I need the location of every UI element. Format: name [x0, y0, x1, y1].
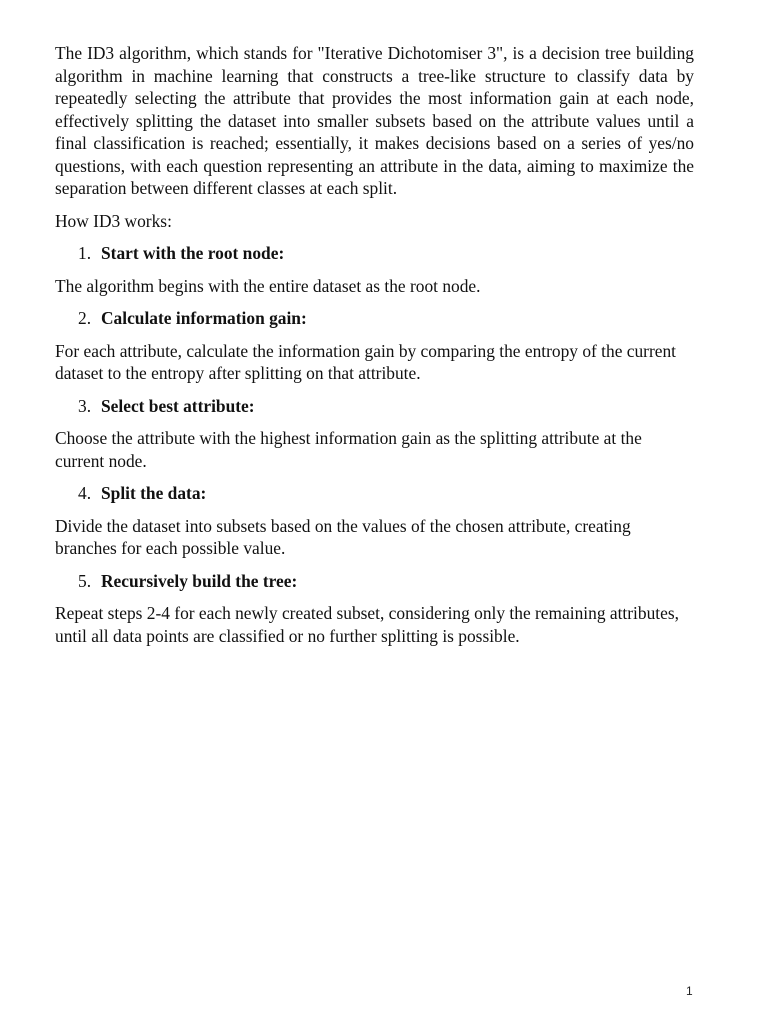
how-heading: How ID3 works:	[55, 210, 172, 231]
step-description-5: Repeat steps 2-4 for each newly created subset, considering only the remaining attributes, until all data points are classified or no further splitting is possible.	[55, 603, 679, 646]
step-number: 1.	[78, 243, 92, 263]
step-heading-5	[55, 570, 694, 593]
step-title: Calculate information gain:	[101, 308, 307, 328]
step-number: 4.	[78, 483, 92, 503]
page-number: 1	[686, 984, 693, 998]
step-heading-3	[55, 395, 694, 418]
step-heading-1	[55, 242, 694, 265]
step-number: 2.	[78, 308, 92, 328]
intro-paragraph: The ID3 algorithm, which stands for "Iterative Dichotomiser 3", is a decision tree building algorithm in machine learning that constructs a tree-like structure to classify data by repeatedly selecting the attribute that provides the most information gain at each node, effectively splitting the dataset into smaller subsets based on the attribute values until a final classification is reached; essentially, it makes decisions based on a series of yes/no questions, with each question representing an attribute in the data, aiming to maximize the separation between different classes at each split.	[55, 43, 694, 198]
step-title: Recursively build the tree:	[101, 570, 298, 591]
step-number: 3.	[78, 395, 92, 416]
step-description-4: Divide the dataset into subsets based on the values of the chosen attribute, creating branches for each possible value.	[55, 515, 631, 558]
step-description-1: The algorithm begins with the entire dataset as the root node.	[55, 275, 481, 296]
step-title: Start with the root node:	[101, 243, 285, 263]
step-title: Select best attribute:	[101, 395, 255, 416]
step-heading-2	[55, 307, 694, 330]
step-number: 5.	[78, 570, 92, 591]
step-description-3: Choose the attribute with the highest information gain as the splitting attribute at the current node.	[55, 428, 642, 471]
step-description-2: For each attribute, calculate the information gain by comparing the entropy of the current dataset to the entropy after splitting on that attribute.	[55, 340, 677, 383]
step-title: Split the data:	[101, 483, 207, 503]
document-body	[55, 42, 694, 657]
step-heading-4	[55, 482, 694, 505]
